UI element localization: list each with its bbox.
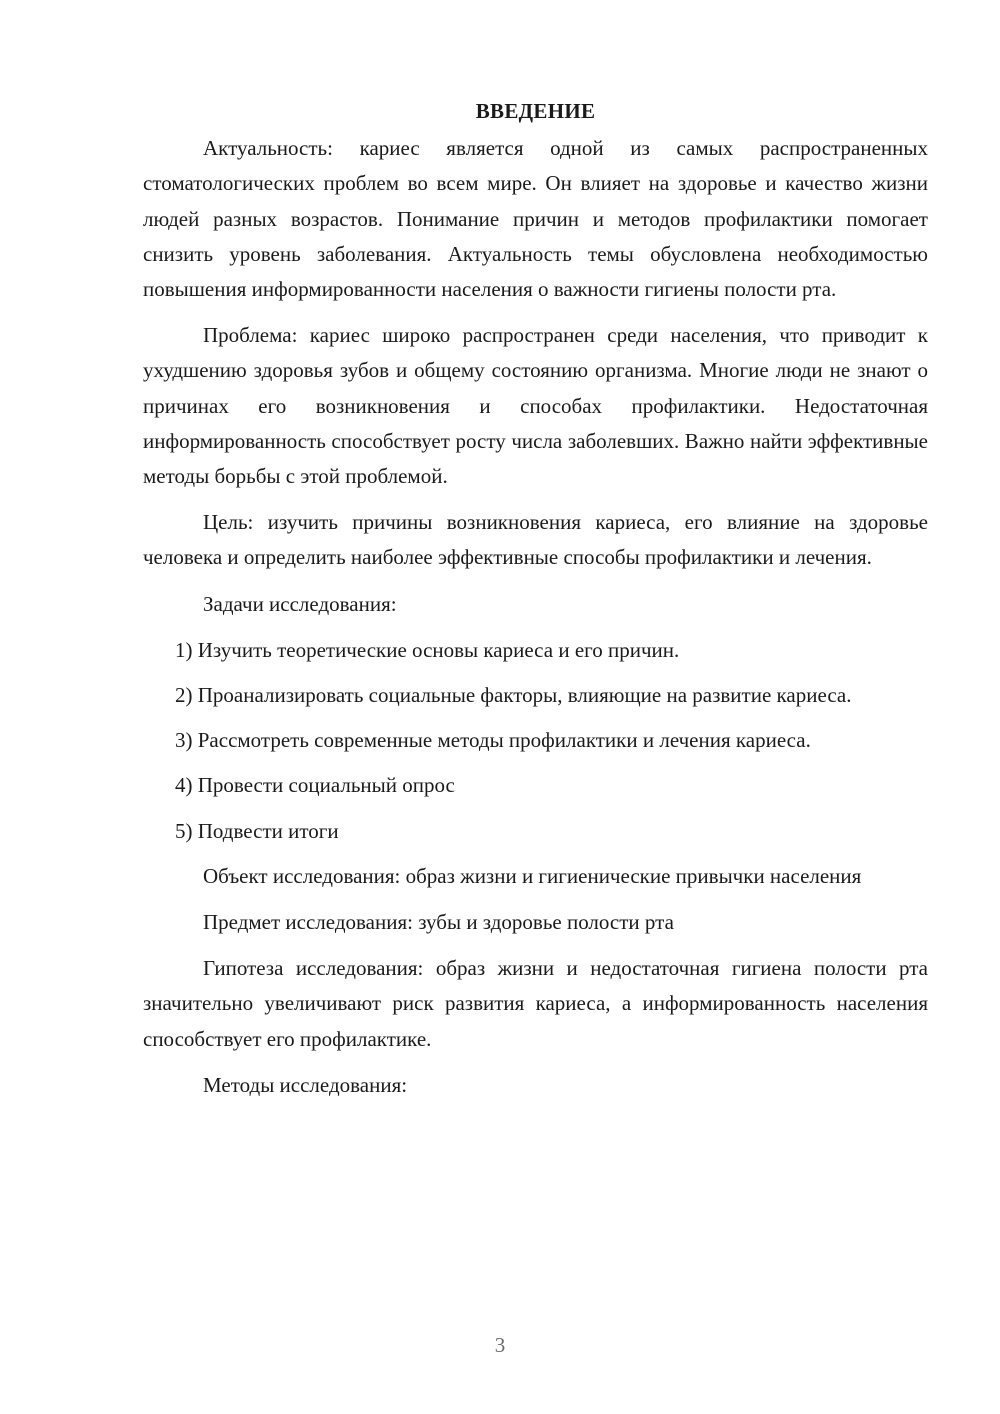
task-item-4: 4) Провести социальный опрос bbox=[175, 773, 455, 798]
methods-heading: Методы исследования: bbox=[203, 1072, 408, 1097]
tasks-heading: Задачи исследования: bbox=[203, 591, 397, 616]
section-title: ВВЕДЕНИЕ bbox=[475, 99, 596, 123]
task-item-1: 1) Изучить теоретические основы кариеса и его причин. bbox=[175, 637, 680, 662]
goal-paragraph: Цель: изучить причины возникновения кариеса, его влияние на здоровье человека и определить наиболее эффективные способы профилактики и лечения. bbox=[143, 510, 928, 570]
document-page bbox=[143, 94, 928, 1114]
problem-paragraph: Проблема: кариес широко распространен среди населения, что приводит к ухудшению здоровья зубов и общему состоянию организма. Многие люди не знают о причинах его возникновения и способах профилактики. Недостаточная информированность способствует росту числа заболевших. Важно найти эффективные методы борьбы с этой проблемой. bbox=[143, 323, 928, 489]
page-number: 3 bbox=[494, 1333, 506, 1357]
object-paragraph: Объект исследования: образ жизни и гигиенические привычки населения bbox=[203, 863, 862, 888]
task-item-5: 5) Подвести итоги bbox=[175, 818, 339, 843]
task-item-3: 3) Рассмотреть современные методы профилактики и лечения кариеса. bbox=[175, 728, 811, 753]
hypothesis-paragraph: Гипотеза исследования: образ жизни и недостаточная гигиена полости рта значительно увеличивают риск развития кариеса, а информированность населения способствует его профилактике. bbox=[143, 956, 928, 1051]
task-item-2: 2) Проанализировать социальные факторы, влияющие на развитие кариеса. bbox=[175, 683, 852, 708]
relevance-paragraph: Актуальность: кариес является одной из самых распространенных стоматологических проблем во всем мире. Он влияет на здоровье и качество жизни людей разных возрастов. Понимание причин и методов профилактики помогает снизить уровень заболевания. Актуальность темы обусловлена необходимостью повышения информированности населения о важности гигиены полости рта. bbox=[143, 136, 928, 302]
subject-paragraph: Предмет исследования: зубы и здоровье полости рта bbox=[203, 910, 674, 935]
